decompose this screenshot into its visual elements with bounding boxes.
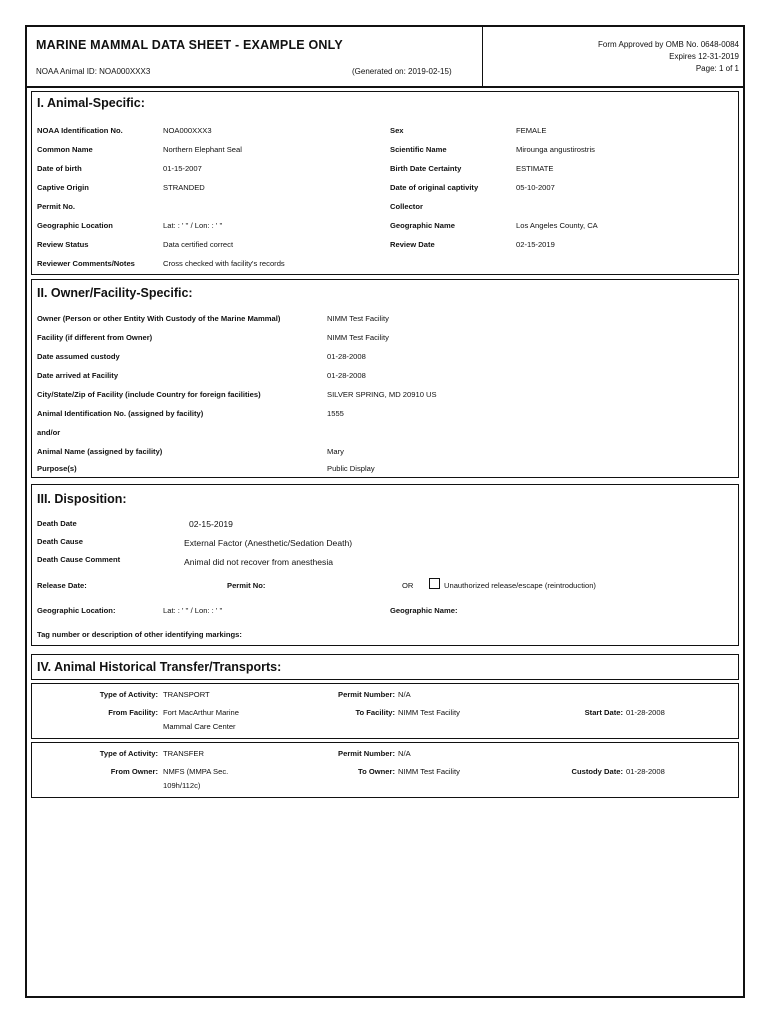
label-type-of-activity: Type of Activity: bbox=[99, 749, 158, 758]
value-scientific-name: Mirounga angustirostris bbox=[516, 145, 595, 154]
value-date-assumed-custody: 01-28-2008 bbox=[327, 352, 366, 361]
label-from-owner: From Owner: bbox=[110, 767, 158, 776]
omb-approval bbox=[598, 39, 739, 75]
header-right bbox=[483, 27, 743, 86]
value-death-cause: External Factor (Anesthetic/Sedation Death) bbox=[184, 538, 353, 548]
label-date-arrived: Date arrived at Facility bbox=[37, 371, 119, 380]
label-date-of-birth: Date of birth bbox=[37, 164, 82, 173]
label-scientific-name: Scientific Name bbox=[390, 145, 447, 154]
unauthorized-release-checkbox[interactable] bbox=[429, 578, 440, 589]
label-review-status: Review Status bbox=[37, 240, 89, 249]
value-original-captivity: 05-10-2007 bbox=[516, 183, 555, 192]
section-title: IV. Animal Historical Transfer/Transports: bbox=[37, 660, 282, 674]
value-purpose: Public Display bbox=[327, 464, 375, 473]
label-common-name: Common Name bbox=[37, 145, 93, 154]
value-facility: NIMM Test Facility bbox=[327, 333, 389, 342]
value-review-date: 02-15-2019 bbox=[516, 240, 555, 249]
value-reviewer-comments: Cross checked with facility's records bbox=[163, 259, 285, 268]
value-permit-number: N/A bbox=[398, 749, 411, 758]
value-death-date: 02-15-2019 bbox=[189, 519, 233, 529]
section-owner-facility bbox=[31, 279, 739, 478]
value-start-date: 01-28-2008 bbox=[626, 708, 665, 717]
value-from-facility-line1: Fort MacArthur Marine bbox=[163, 708, 239, 717]
value-permit-number: N/A bbox=[398, 690, 411, 699]
label-type-of-activity: Type of Activity: bbox=[99, 690, 158, 699]
value-owner: NIMM Test Facility bbox=[327, 314, 389, 323]
section-title: I. Animal-Specific: bbox=[37, 96, 145, 110]
label-review-date: Review Date bbox=[390, 240, 435, 249]
label-sex: Sex bbox=[390, 126, 404, 135]
label-purpose: Purpose(s) bbox=[37, 464, 77, 473]
value-date-of-birth: 01-15-2007 bbox=[163, 164, 202, 173]
value-birth-certainty: ESTIMATE bbox=[516, 164, 554, 173]
value-from-owner-line1: NMFS (MMPA Sec. bbox=[163, 767, 229, 776]
value-noaa-id: NOA000XXX3 bbox=[163, 126, 212, 135]
value-geographic-location: Lat: : ' '' / Lon: : ' '' bbox=[163, 221, 223, 230]
label-start-date: Start Date: bbox=[584, 708, 623, 717]
value-common-name: Northern Elephant Seal bbox=[163, 145, 242, 154]
sheet-header bbox=[27, 27, 743, 88]
value-geographic-location: Lat: : ' '' / Lon: : ' '' bbox=[163, 606, 223, 615]
label-from-facility: From Facility: bbox=[108, 708, 158, 717]
label-tag-markings: Tag number or description of other identifying markings: bbox=[37, 630, 242, 639]
section-transfers-header bbox=[31, 654, 739, 680]
label-custody-date: Custody Date: bbox=[571, 767, 623, 776]
page-number: Page: 1 of 1 bbox=[695, 64, 739, 73]
value-death-comment: Animal did not recover from anesthesia bbox=[184, 557, 334, 567]
generated-date: (Generated on: 2019-02-15) bbox=[352, 67, 452, 76]
label-geographic-location: Geographic Location bbox=[37, 221, 113, 230]
label-geographic-name: Geographic Name: bbox=[390, 606, 458, 615]
value-type-of-activity: TRANSPORT bbox=[163, 690, 210, 699]
value-city-state-zip: SILVER SPRING, MD 20910 US bbox=[327, 390, 437, 399]
label-death-date: Death Date bbox=[37, 519, 77, 528]
value-date-arrived: 01-28-2008 bbox=[327, 371, 366, 380]
label-date-assumed-custody: Date assumed custody bbox=[37, 352, 120, 361]
unauthorized-release-label: Unauthorized release/escape (reintroduction) bbox=[444, 581, 596, 590]
value-to-owner: NIMM Test Facility bbox=[398, 767, 460, 776]
value-type-of-activity: TRANSFER bbox=[163, 749, 204, 758]
data-sheet-frame bbox=[25, 25, 745, 998]
sheet-title: MARINE MAMMAL DATA SHEET - EXAMPLE ONLY bbox=[36, 38, 343, 52]
label-facility: Facility (if different from Owner) bbox=[37, 333, 153, 342]
value-from-facility-line2: Mammal Care Center bbox=[163, 722, 236, 731]
label-captive-origin: Captive Origin bbox=[37, 183, 89, 192]
value-captive-origin: STRANDED bbox=[163, 183, 205, 192]
label-to-owner: To Owner: bbox=[358, 767, 395, 776]
label-city-state-zip: City/State/Zip of Facility (include Country for foreign facilities) bbox=[37, 390, 261, 399]
label-collector: Collector bbox=[390, 202, 423, 211]
label-death-cause: Death Cause bbox=[37, 537, 84, 546]
label-geographic-name: Geographic Name bbox=[390, 221, 455, 230]
label-reviewer-comments: Reviewer Comments/Notes bbox=[37, 259, 135, 268]
label-permit-no: Permit No. bbox=[37, 202, 75, 211]
label-permit-number: Permit Number: bbox=[338, 749, 395, 758]
label-noaa-id: NOAA Identification No. bbox=[37, 126, 123, 135]
label-permit-no: Permit No: bbox=[227, 581, 266, 590]
value-custody-date: 01-28-2008 bbox=[626, 767, 665, 776]
label-death-comment: Death Cause Comment bbox=[37, 555, 121, 564]
value-sex: FEMALE bbox=[516, 126, 547, 135]
value-animal-name: Mary bbox=[327, 447, 344, 456]
header-left bbox=[27, 27, 483, 86]
label-original-captivity: Date of original captivity bbox=[390, 183, 479, 192]
omb-number: Form Approved by OMB No. 0648-0084 bbox=[598, 40, 739, 49]
label-birth-certainty: Birth Date Certainty bbox=[390, 164, 462, 173]
omb-expires: Expires 12-31-2019 bbox=[669, 52, 739, 61]
section-title: III. Disposition: bbox=[37, 492, 127, 506]
label-geographic-location: Geographic Location: bbox=[37, 606, 116, 615]
label-and-or: and/or bbox=[37, 428, 61, 437]
value-review-status: Data certified correct bbox=[163, 240, 234, 249]
label-release-date: Release Date: bbox=[37, 581, 87, 590]
value-animal-id-facility: 1555 bbox=[327, 409, 344, 418]
section-disposition bbox=[31, 484, 739, 646]
section-title: II. Owner/Facility-Specific: bbox=[37, 286, 193, 300]
section-animal-specific bbox=[31, 91, 739, 275]
value-from-owner-line2: 109h/112c) bbox=[163, 781, 201, 790]
label-to-facility: To Facility: bbox=[355, 708, 395, 717]
value-geographic-name: Los Angeles County, CA bbox=[516, 221, 598, 230]
label-permit-number: Permit Number: bbox=[338, 690, 395, 699]
transfer-record-2 bbox=[31, 742, 739, 798]
or-label: OR bbox=[402, 581, 414, 590]
label-animal-id-facility: Animal Identification No. (assigned by facility) bbox=[37, 409, 204, 418]
value-to-facility: NIMM Test Facility bbox=[398, 708, 460, 717]
transfer-record-1 bbox=[31, 683, 739, 739]
label-owner: Owner (Person or other Entity With Custody of the Marine Mammal) bbox=[37, 314, 281, 323]
label-animal-name: Animal Name (assigned by facility) bbox=[37, 447, 163, 456]
noaa-animal-id: NOAA Animal ID: NOA000XXX3 bbox=[36, 67, 151, 76]
